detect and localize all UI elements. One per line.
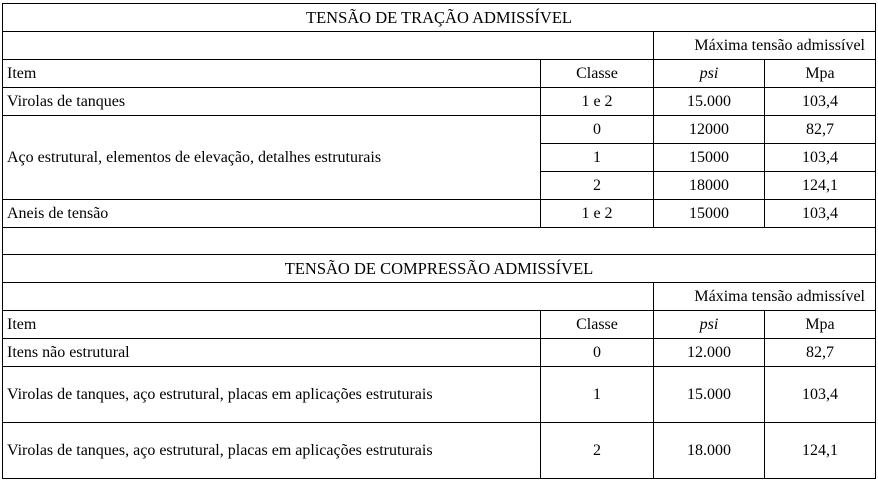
row-psi: 15.000 xyxy=(654,88,765,116)
row-mpa: 103,4 xyxy=(765,200,876,228)
compression-section-title: TENSÃO DE COMPRESSÃO ADMISSÍVEL xyxy=(3,255,876,283)
compression-col-item: Item xyxy=(3,311,541,339)
table-row xyxy=(3,116,876,144)
allowable-stress-table xyxy=(2,3,876,479)
compression-col-mpa: Mpa xyxy=(765,311,876,339)
row-mpa: 124,1 xyxy=(765,172,876,200)
table-row xyxy=(3,423,876,479)
row-mpa: 103,4 xyxy=(765,144,876,172)
row-mpa: 103,4 xyxy=(765,367,876,423)
row-classe: 2 xyxy=(541,172,654,200)
row-psi: 18.000 xyxy=(654,423,765,479)
row-classe: 1 e 2 xyxy=(541,200,654,228)
section-spacer xyxy=(3,228,876,255)
row-mpa: 124,1 xyxy=(765,423,876,479)
row-classe: 1 e 2 xyxy=(541,88,654,116)
tension-section-title: TENSÃO DE TRAÇÃO ADMISSÍVEL xyxy=(3,4,876,32)
tension-col-psi: psi xyxy=(654,60,765,88)
row-item: Virolas de tanques xyxy=(3,88,541,116)
row-item: Virolas de tanques, aço estrutural, placas em aplicações estruturais xyxy=(3,367,541,423)
tension-max-stress-header: Máxima tensão admissível xyxy=(654,32,876,60)
row-classe: 2 xyxy=(541,423,654,479)
row-psi: 18000 xyxy=(654,172,765,200)
compression-col-classe: Classe xyxy=(541,311,654,339)
table-row xyxy=(3,367,876,423)
row-item: Aço estrutural, elementos de elevação, detalhes estruturais xyxy=(3,116,541,200)
row-psi: 15000 xyxy=(654,144,765,172)
table-row xyxy=(3,200,876,228)
row-item: Aneis de tensão xyxy=(3,200,541,228)
row-classe: 0 xyxy=(541,116,654,144)
compression-col-psi: psi xyxy=(654,311,765,339)
row-mpa: 103,4 xyxy=(765,88,876,116)
row-classe: 1 xyxy=(541,367,654,423)
row-mpa: 82,7 xyxy=(765,339,876,367)
row-psi: 15.000 xyxy=(654,367,765,423)
row-classe: 0 xyxy=(541,339,654,367)
row-psi: 12000 xyxy=(654,116,765,144)
table-row xyxy=(3,88,876,116)
tension-col-mpa: Mpa xyxy=(765,60,876,88)
tension-header-spacer xyxy=(3,32,654,60)
compression-max-stress-header: Máxima tensão admissível xyxy=(654,283,876,311)
tension-col-classe: Classe xyxy=(541,60,654,88)
table-row xyxy=(3,339,876,367)
tension-col-item: Item xyxy=(3,60,541,88)
row-psi: 15000 xyxy=(654,200,765,228)
row-item: Virolas de tanques, aço estrutural, placas em aplicações estruturais xyxy=(3,423,541,479)
row-mpa: 82,7 xyxy=(765,116,876,144)
row-item: Itens não estrutural xyxy=(3,339,541,367)
row-classe: 1 xyxy=(541,144,654,172)
row-psi: 12.000 xyxy=(654,339,765,367)
compression-header-spacer xyxy=(3,283,654,311)
